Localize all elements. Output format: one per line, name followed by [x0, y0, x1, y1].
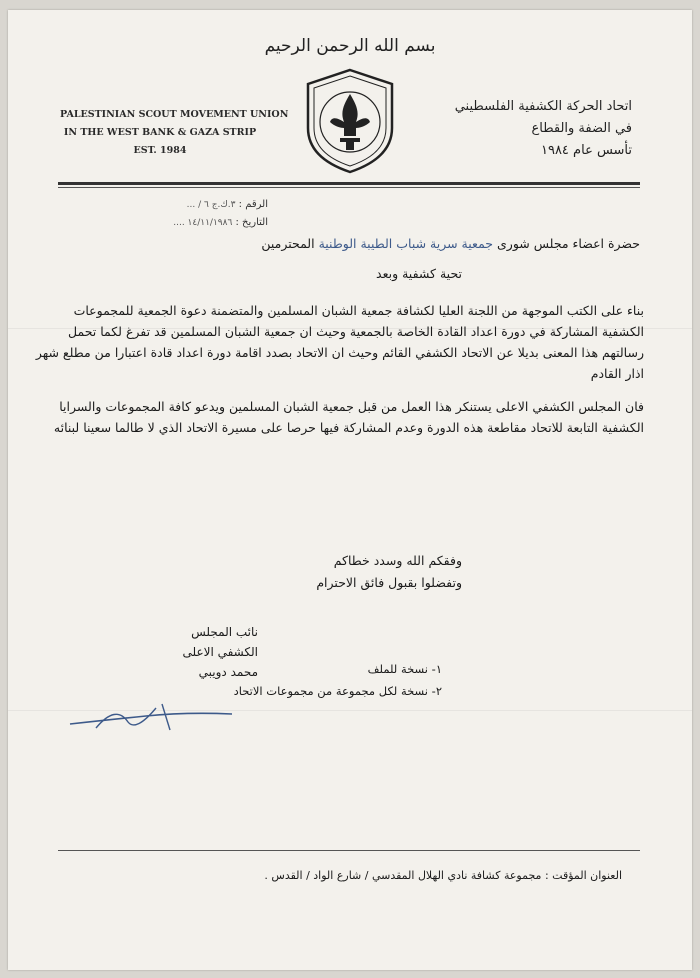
org-en-line: IN THE WEST BANK & GAZA STRIP	[63, 127, 257, 138]
closing-line: وفقكم الله وسدد خطاكم	[333, 553, 462, 568]
signatory-name: محمد دويبي	[198, 665, 258, 679]
footer-address: العنوان المؤقت : مجموعة كشافة نادي الهلال المقدسي / شارع الواد / القدس .	[264, 869, 622, 882]
salutation-end: المحترمين	[261, 236, 315, 251]
greeting: تحية كشفية وبعد	[376, 266, 462, 281]
date-label: التاريخ :	[235, 217, 268, 228]
org-ar-line: تأسس عام ١٩٨٤	[540, 143, 632, 158]
org-en-line: PALESTINIAN SCOUT MOVEMENT UNION	[60, 109, 289, 120]
closing	[162, 550, 462, 594]
header-rule	[58, 182, 640, 185]
signature-title: الكشفي الاعلى	[182, 645, 258, 659]
paragraph: بناء على الكتب الموجهة من اللجنة العليا لكشافة جمعية الشبان المسلمين والمتضمنة دعوة الجمعية للمجموعات الكشفية المشاركة في دورة اعداد القادة الخاصة بالجمعية وحيث ان جمعية الشبان المسلمين قد تفرغ لكما تحمل رسالتهم هذا المعنى بديلا عن الاتحاد الكشفي القائم وحيث ان الاتحاد بصدد اقامة دورة اعداد قادة اعتبارا من مطلع شهر اذار القادم	[35, 303, 644, 381]
copy-line: ١- نسخة للملف	[367, 662, 442, 676]
copies-list	[202, 658, 442, 702]
header-rule-thin	[58, 187, 640, 188]
org-en-line: EST. 1984	[133, 145, 187, 156]
ref-number-label: الرقم :	[238, 199, 268, 210]
org-ar-line: في الضفة والقطاع	[531, 121, 632, 136]
basmala: بسم الله الرحمن الرحيم	[264, 36, 436, 56]
scout-emblem-logo	[300, 66, 400, 176]
letter-sheet	[8, 10, 692, 970]
org-name-english	[60, 106, 289, 160]
salutation	[220, 236, 640, 251]
salutation-text: حضرة اعضاء مجلس شورى	[497, 236, 640, 251]
copy-line: ٢- نسخة لكل مجموعة من مجموعات الاتحاد	[233, 684, 442, 698]
salutation-addressee: جمعية سرية شباب الطيبة الوطنية	[318, 236, 494, 251]
org-ar-line: اتحاد الحركة الكشفية الفلسطيني	[454, 99, 632, 114]
org-name-arabic	[442, 96, 632, 162]
reference-block	[108, 196, 268, 232]
paragraph: فان المجلس الكشفي الاعلى يستنكر هذا العمل من قبل جمعية الشبان المسلمين ويدعو كافة المجموعات والسرايا الكشفية التابعة للاتحاد مقاطعة هذه الدورة وعدم المشاركة فيها حرصا على مسيرة الاتحاد الذي لا طالما سعينا لبنائه	[53, 399, 644, 435]
letter-body	[34, 300, 644, 438]
footer-rule	[58, 850, 640, 851]
closing-line: وتفضلوا بقبول فائق الاحترام	[316, 575, 462, 590]
ref-number-value: ٣.ك.ج ٦ / ...	[186, 200, 236, 210]
date-value: ١٤/١١/١٩٨٦ ....	[173, 218, 233, 228]
signature-title: نائب المجلس	[191, 625, 258, 639]
